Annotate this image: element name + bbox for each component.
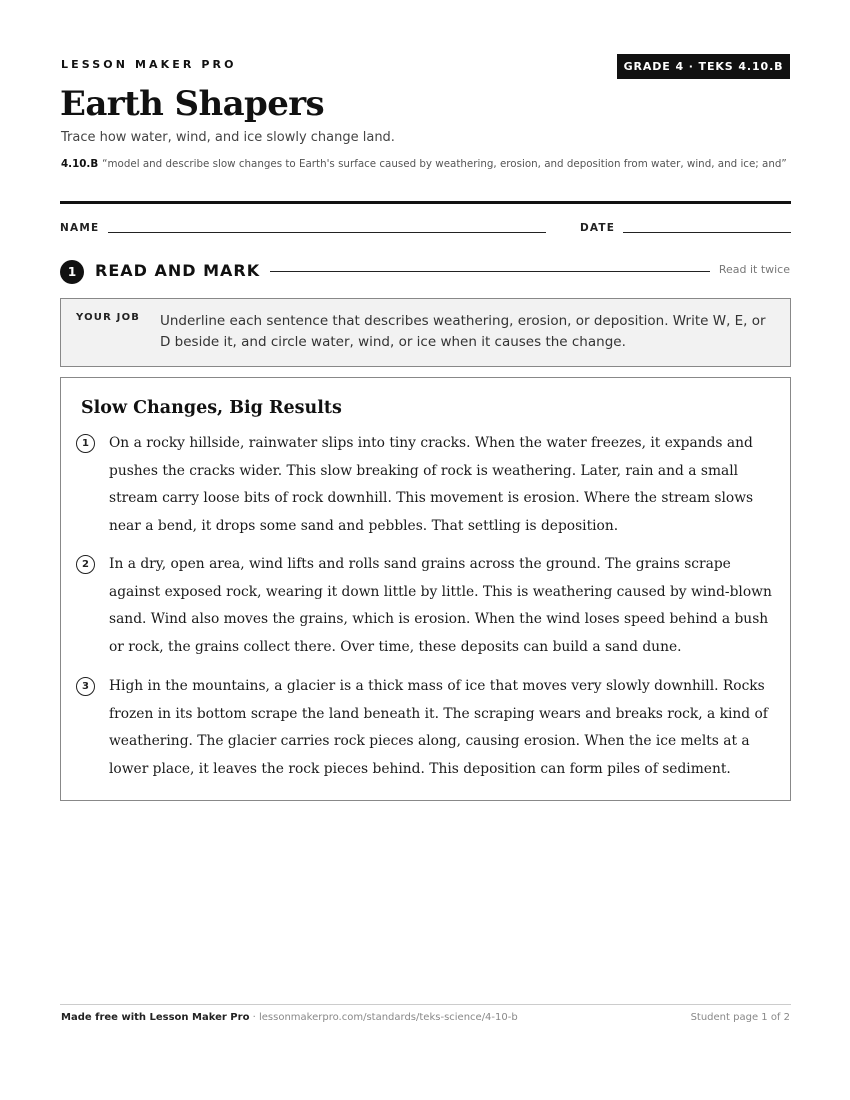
paragraph-text: In a dry, open area, wind lifts and rolls sand grains across the ground. The grains scrape against exposed rock, wearing it down little by little. This is weathering caused by wind-blown sand. Wind also moves the grains, which is erosion. When the wind loses speed behind a bush or rock, the grains collect there. Over time, these deposits can build a sand dune. xyxy=(109,556,772,655)
section-title: READ AND MARK xyxy=(95,261,261,280)
page-subtitle: Trace how water, wind, and ice slowly change land. xyxy=(61,130,395,145)
date-label: DATE xyxy=(580,222,616,234)
standard-text: “model and describe slow changes to Earth's surface caused by weathering, erosion, and deposition from water, wind, and ice; and” xyxy=(102,158,787,170)
instructions-box xyxy=(60,298,791,367)
footer-divider xyxy=(60,1004,791,1005)
paragraph-text: On a rocky hillside, rainwater slips into tiny cracks. When the water freezes, it expands and pushes the cracks wider. This slow breaking of rock is weathering. Later, rain and a small stream carry loose bits of rock downhill. This movement is erosion. Where the stream slows near a bend, it drops some sand and pebbles. That settling is deposition. xyxy=(109,435,754,534)
footer-made-with: Made free with Lesson Maker Pro xyxy=(61,1012,250,1023)
section-number-badge: 1 xyxy=(60,260,84,284)
header-divider xyxy=(60,201,791,204)
instructions-text: Underline each sentence that describes weathering, erosion, or deposition. Write W, E, or D beside it, and circle water, wind, or ice when it causes the change. xyxy=(160,313,766,350)
footer-page-number: Student page 1 of 2 xyxy=(690,1012,790,1023)
paragraph-text: High in the mountains, a glacier is a thick mass of ice that moves very slowly downhill. Rocks frozen in its bottom scrape the land beneath it. The scraping wears and breaks rock, a kind of weathering. The glacier carries rock pieces along, causing erosion. When the ice melts at a lower place, it leaves the rock pieces behind. This deposition can form piles of sediment. xyxy=(109,678,768,777)
paragraph-number-badge: 2 xyxy=(76,555,95,574)
name-label: NAME xyxy=(60,222,100,234)
name-field[interactable] xyxy=(108,232,546,233)
standard-description xyxy=(61,156,796,173)
grade-badge: GRADE 4 · TEKS 4.10.B xyxy=(617,54,790,79)
reading-passage xyxy=(60,377,791,801)
footer-url[interactable]: lessonmakerpro.com/standards/teks-science/4-10-b xyxy=(258,1012,518,1023)
instructions-label: YOUR JOB xyxy=(76,312,141,323)
standard-code: 4.10.B xyxy=(61,158,99,170)
paragraph-number-badge: 3 xyxy=(76,677,95,696)
section-note: Read it twice xyxy=(718,263,790,276)
date-field[interactable] xyxy=(623,232,791,233)
footer-credit xyxy=(61,1012,518,1023)
footer-separator: · xyxy=(249,1012,259,1023)
section-divider xyxy=(270,271,710,272)
paragraph-number-badge: 1 xyxy=(76,434,95,453)
brand-label: LESSON MAKER PRO xyxy=(61,58,237,71)
page-title: Earth Shapers xyxy=(60,84,325,124)
passage-title: Slow Changes, Big Results xyxy=(81,398,342,418)
